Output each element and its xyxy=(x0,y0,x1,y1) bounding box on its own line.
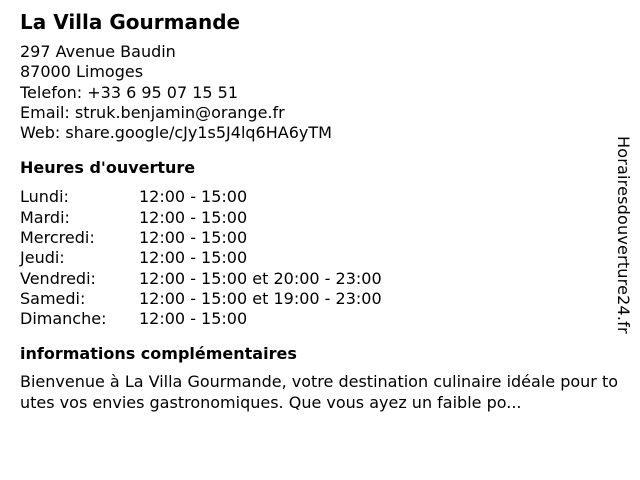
business-card xyxy=(20,8,618,413)
hours-row xyxy=(20,309,618,329)
hours-day: Mardi: xyxy=(20,207,70,227)
opening-hours-table xyxy=(20,187,618,329)
web-line: Web: share.google/cJy1s5J4lq6HA6yTM xyxy=(20,123,332,143)
business-name: La Villa Gourmande xyxy=(20,10,241,34)
hours-day: Lundi: xyxy=(20,187,69,207)
hours-row xyxy=(20,248,618,268)
hours-row xyxy=(20,187,618,207)
hours-row xyxy=(20,228,618,248)
hours-time: 12:00 - 15:00 xyxy=(139,228,248,248)
hours-row xyxy=(20,289,618,309)
phone-line: Telefon: +33 6 95 07 15 51 xyxy=(20,82,239,102)
address-city: 87000 Limoges xyxy=(20,62,144,82)
hours-time: 12:00 - 15:00 xyxy=(139,207,248,227)
hours-row xyxy=(20,269,618,289)
hours-day: Mercredi: xyxy=(20,228,95,248)
hours-time: 12:00 - 15:00 xyxy=(139,309,248,329)
email-line: Email: struk.benjamin@orange.fr xyxy=(20,102,285,122)
additional-info-text: Bienvenue à La Villa Gourmande, votre destination culinaire idéale pour toutes vos envies gastronomiques. Que vous ayez un faible po... xyxy=(20,371,619,412)
hours-time: 12:00 - 15:00 et 20:00 - 23:00 xyxy=(139,268,382,288)
hours-day: Vendredi: xyxy=(20,268,96,288)
hours-day: Dimanche: xyxy=(20,309,107,329)
hours-time: 12:00 - 15:00 et 19:00 - 23:00 xyxy=(139,288,382,308)
hours-time: 12:00 - 15:00 xyxy=(139,248,248,268)
hours-row xyxy=(20,208,618,228)
address-street: 297 Avenue Baudin xyxy=(20,42,176,61)
opening-hours-heading: Heures d'ouverture xyxy=(20,158,196,178)
hours-time: 12:00 - 15:00 xyxy=(139,187,248,207)
hours-day: Samedi: xyxy=(20,288,86,308)
watermark-vertical: Horairesdouverture24.fr xyxy=(614,136,633,334)
additional-info-heading: informations complémentaires xyxy=(20,343,297,363)
hours-day: Jeudi: xyxy=(20,248,65,268)
